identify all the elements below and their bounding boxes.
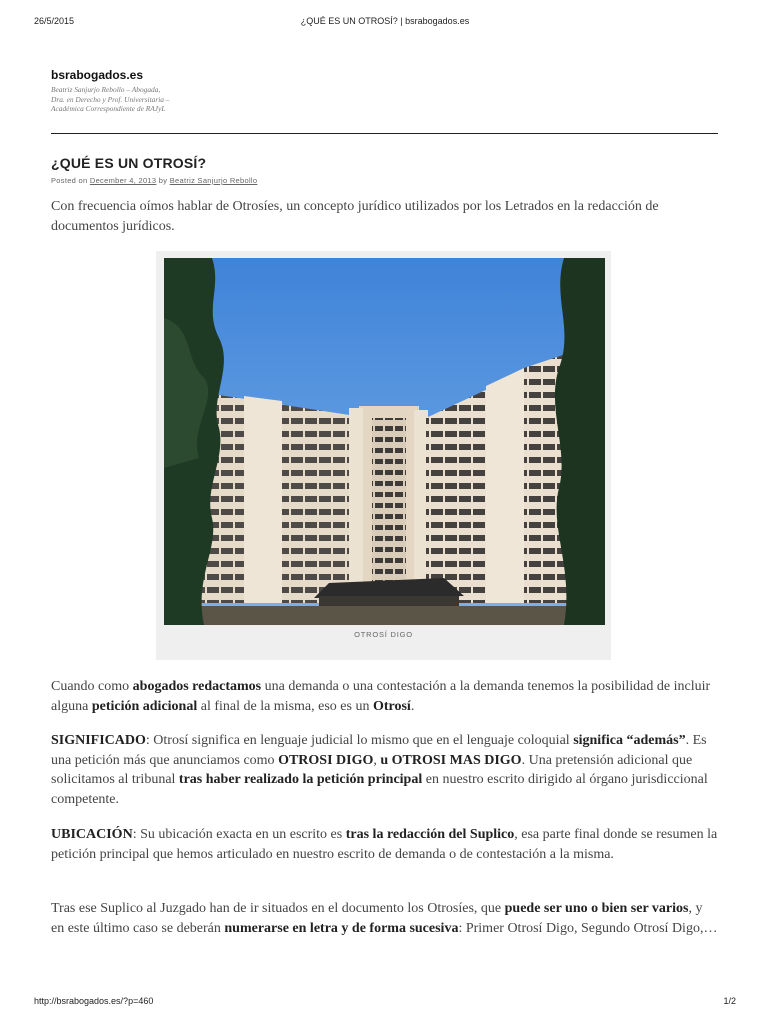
- print-header: [34, 16, 736, 30]
- text-run: una demanda o una contestación a la demanda tenemos la posibilidad de incluir alguna: [51, 679, 711, 714]
- bold-run: SIGNIFICADO: [51, 733, 146, 748]
- bold-run: OTROSI DIGO: [278, 752, 374, 768]
- paragraph-4: [51, 899, 719, 938]
- post-date-link[interactable]: December 4, 2013: [89, 176, 157, 185]
- by-label: by: [158, 176, 168, 185]
- building-illustration: [164, 258, 605, 625]
- print-footer: [34, 996, 736, 1010]
- site-title[interactable]: bsrabogados.es: [51, 68, 144, 82]
- post-meta: [51, 176, 257, 185]
- intro-paragraph: Con frecuencia oímos hablar de Otrosíes, un concepto jurídico utilizados por los Letrados en la redacción de documentos jurídicos.: [51, 199, 659, 234]
- text-run: . Es una petición más que anunciamos como: [51, 733, 707, 768]
- posted-on-label: Posted on: [51, 176, 88, 185]
- paragraph-1: [51, 677, 719, 716]
- print-page-title: ¿QUÉ ES UN OTROSÍ? | bsrabogados.es: [300, 16, 470, 26]
- bold-run: petición adicional: [91, 698, 198, 714]
- site-description: [51, 85, 251, 114]
- bold-run: tras la redacción del Suplico: [345, 827, 515, 842]
- site-description-line: Académica Correspondiente de RAJyL: [51, 104, 166, 114]
- site-header: [51, 68, 251, 114]
- text-run: en nuestro escrito dirigido al órgano jurisdiccional competente.: [51, 772, 708, 807]
- site-description-line: Beatriz Sanjurjo Rebollo – Abogada,: [51, 85, 161, 94]
- page-url: http://bsrabogados.es/?p=460: [34, 996, 154, 1006]
- figure-caption: OTROSÍ DIGO: [354, 630, 413, 639]
- post-title: ¿QUÉ ES UN OTROSÍ?: [51, 155, 207, 171]
- post-figure: [156, 251, 611, 660]
- bold-run: tras haber realizado la petición principal: [178, 772, 423, 787]
- text-run: . Una pretensión adicional que solicitamos al tribunal: [51, 752, 693, 787]
- author-link[interactable]: Beatriz Sanjurjo Rebollo: [169, 176, 258, 185]
- text-run: : Su ubicación exacta en un escrito es: [132, 827, 346, 842]
- bold-run: UBICACIÓN: [51, 827, 133, 842]
- header-divider: [51, 133, 718, 134]
- bold-run: numerarse en letra y de forma sucesiva: [224, 920, 459, 936]
- bold-run: significa “además”: [573, 733, 686, 748]
- text-run: Cuando como: [51, 679, 133, 694]
- text-run: Tras ese Suplico al Juzgado han de ir situados en el documento los Otrosíes, que: [51, 901, 505, 916]
- text-run: , esa parte final donde se resumen la petición principal que hemos articulado en nuestro escrito de demanda o de contestación a la misma.: [51, 827, 718, 862]
- paragraph-ubicacion: [51, 825, 719, 864]
- text-run: ,: [373, 752, 381, 768]
- text-run: al final de la misma, eso es un: [197, 698, 373, 714]
- bold-run: Otrosí: [372, 698, 411, 714]
- bold-run: u OTROSI MAS DIGO: [380, 752, 522, 768]
- text-run: : Primer Otrosí Digo, Segundo Otrosí Digo,…: [458, 920, 718, 936]
- text-run: , y en este último caso se deberán: [51, 901, 703, 936]
- text-run: : Otrosí significa en lenguaje judicial lo mismo que en el lenguaje coloquial: [145, 733, 574, 748]
- print-date: 26/5/2015: [34, 16, 75, 26]
- building-photo: [164, 258, 605, 625]
- bold-run: abogados redactamos: [132, 679, 262, 694]
- paragraph-significado: [51, 731, 719, 809]
- text-run: .: [410, 698, 415, 714]
- site-description-line: Dra. en Derecho y Prof. Universitaria –: [51, 94, 170, 104]
- bold-run: puede ser uno o bien ser varios: [504, 901, 689, 916]
- page-number: 1/2: [723, 996, 736, 1006]
